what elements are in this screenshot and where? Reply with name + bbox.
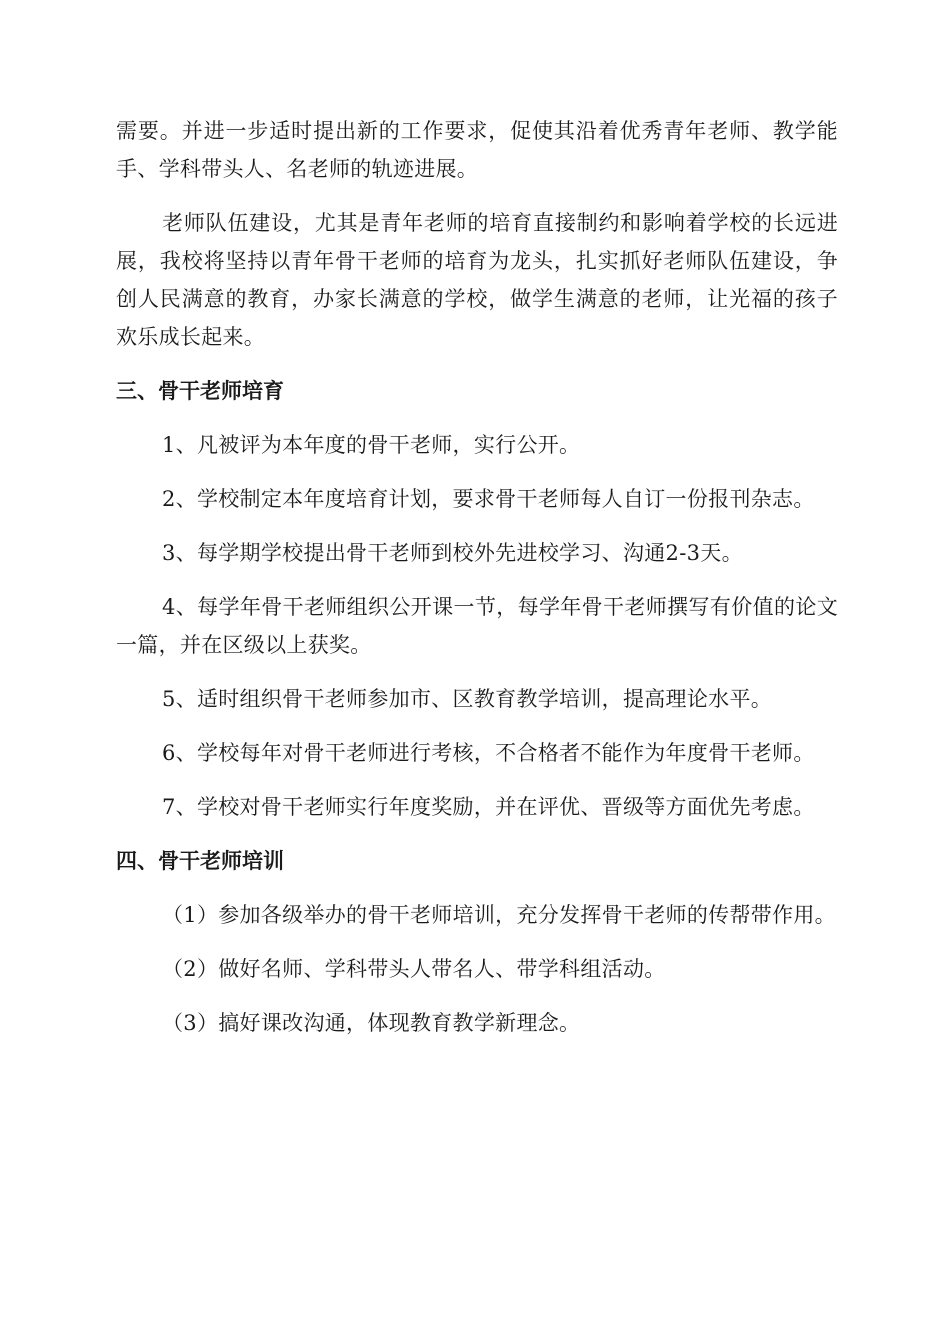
section4-item-1: （1）参加各级举办的骨干老师培训，充分发挥骨干老师的传帮带作用。 [162, 903, 836, 927]
section3-item-1: 1、凡被评为本年度的骨干老师，实行公开。 [162, 433, 581, 457]
section3-item-6: 6、学校每年对骨干老师进行考核，不合格者不能作为年度骨干老师。 [162, 741, 815, 765]
section3-item-7: 7、学校对骨干老师实行年度奖励，并在评优、晋级等方面优先考虑。 [162, 795, 815, 819]
section-heading-4: 四、骨干老师培训 [116, 849, 284, 873]
section3-item-5: 5、适时组织骨干老师参加市、区教育教学培训，提高理论水平。 [162, 687, 773, 711]
document-body [116, 112, 838, 1042]
section3-item-3: 3、每学期学校提出骨干老师到校外先进校学习、沟通2-3天。 [162, 541, 743, 565]
section4-item-3: （3）搞好课改沟通，体现教育教学新理念。 [162, 1011, 581, 1035]
section3-item-2: 2、学校制定本年度培育计划，要求骨干老师每人自订一份报刊杂志。 [162, 487, 815, 511]
paragraph-teacher-team: 老师队伍建设，尤其是青年老师的培育直接制约和影响着学校的长远进展，我校将坚持以青年骨干老师的培育为龙头，扎实抓好老师队伍建设，争创人民满意的教育，办家长满意的学校，做学生满意的老师，让光福的孩子欢乐成长起来。 [116, 211, 838, 349]
section-heading-3: 三、骨干老师培育 [116, 379, 284, 403]
paragraph-continuation: 需要。并进一步适时提出新的工作要求，促使其沿着优秀青年老师、教学能手、学科带头人、名老师的轨迹进展。 [116, 119, 838, 181]
section3-item-4: 4、每学年骨干老师组织公开课一节，每学年骨干老师撰写有价值的论文一篇，并在区级以上获奖。 [116, 595, 838, 657]
section4-item-2: （2）做好名师、学科带头人带名人、带学科组活动。 [162, 957, 666, 981]
